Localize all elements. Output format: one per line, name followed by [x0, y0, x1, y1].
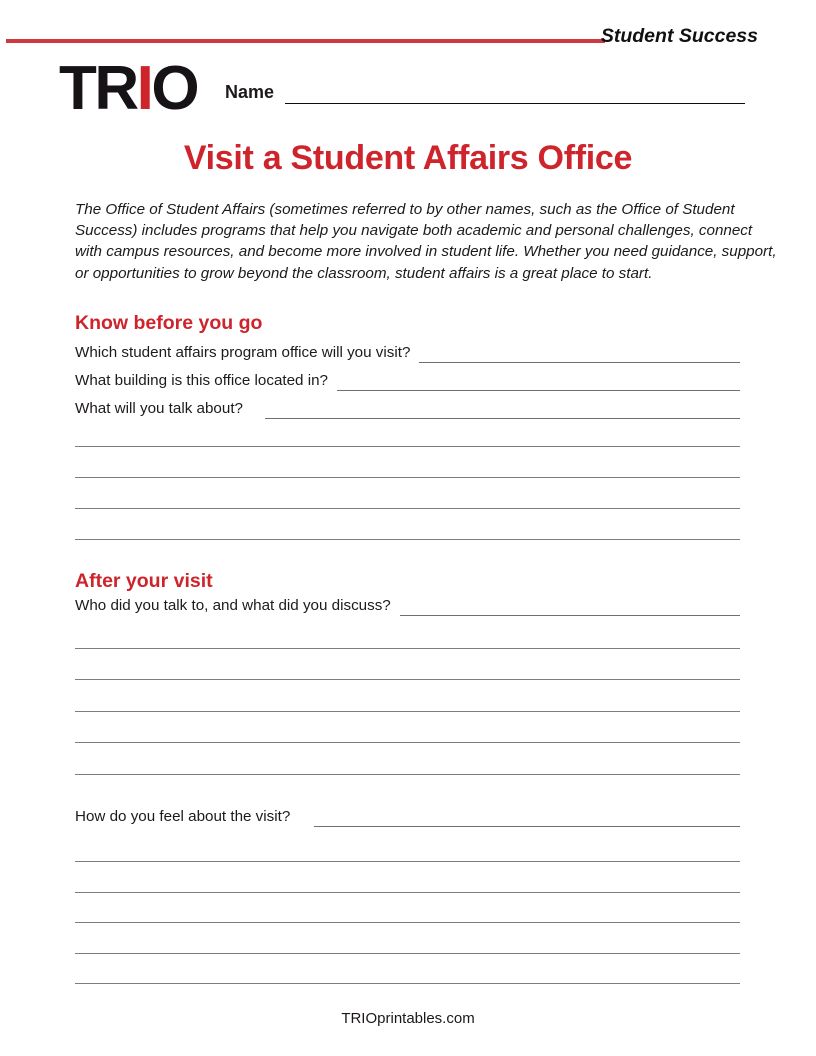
question-row-building-location	[75, 370, 740, 391]
name-field	[225, 80, 745, 104]
section-heading-after-your-visit: After your visit	[75, 570, 213, 592]
intro-line: with campus resources, and become more involved in student life. Whether you need guidance, support,	[75, 243, 777, 261]
answer-line	[75, 478, 740, 509]
trio-logo	[59, 54, 198, 123]
answer-lines-talk-about	[75, 416, 740, 540]
question-label: What will you talk about?	[75, 400, 243, 418]
question-row-office-to-visit	[75, 342, 740, 363]
answer-line	[75, 862, 740, 893]
answer-line	[75, 649, 740, 681]
answer-line	[75, 680, 740, 712]
answer-lines-feel-about-visit	[75, 832, 740, 985]
answer-line	[75, 832, 740, 863]
answer-line	[75, 617, 740, 649]
question-label: Which student affairs program office will you visit?	[75, 344, 411, 362]
page-title: Visit a Student Affairs Office	[183, 139, 633, 177]
answer-line	[337, 369, 740, 391]
question-row-feel-about-visit	[75, 806, 740, 827]
answer-lines-who-and-discuss	[75, 617, 740, 775]
logo-letter-o: O	[151, 54, 198, 123]
header-rule	[6, 39, 605, 43]
question-label: What building is this office located in?	[75, 372, 328, 390]
section-heading-know-before-you-go: Know before you go	[75, 312, 263, 334]
answer-line	[75, 893, 740, 924]
question-label: How do you feel about the visit?	[75, 808, 291, 826]
intro-line: or opportunities to grow beyond the classroom, student affairs is a great place to start.	[75, 264, 653, 282]
question-label: Who did you talk to, and what did you discuss?	[75, 597, 391, 615]
answer-line	[314, 805, 740, 827]
answer-line	[75, 954, 740, 985]
answer-line	[75, 416, 740, 447]
intro-line: The Office of Student Affairs (sometimes referred to by other names, such as the Office of Student	[75, 201, 735, 218]
answer-line	[75, 509, 740, 540]
answer-line	[75, 712, 740, 744]
question-row-who-and-discuss	[75, 595, 740, 616]
logo-letter-i: I	[136, 54, 152, 123]
name-answer-line	[285, 79, 745, 104]
answer-line	[419, 341, 740, 363]
answer-line	[75, 743, 740, 775]
program-series-label: Student Success	[600, 25, 758, 47]
intro-paragraph	[75, 199, 777, 284]
answer-line	[75, 923, 740, 954]
intro-line: Success) includes programs that help you navigate both academic and personal challenges, connect	[75, 222, 753, 240]
answer-line	[75, 447, 740, 478]
answer-line	[400, 594, 740, 616]
logo-letters-tr: TR	[59, 54, 137, 123]
footer-site-url: TRIOprintables.com	[341, 1010, 475, 1027]
name-label: Name	[225, 82, 275, 102]
